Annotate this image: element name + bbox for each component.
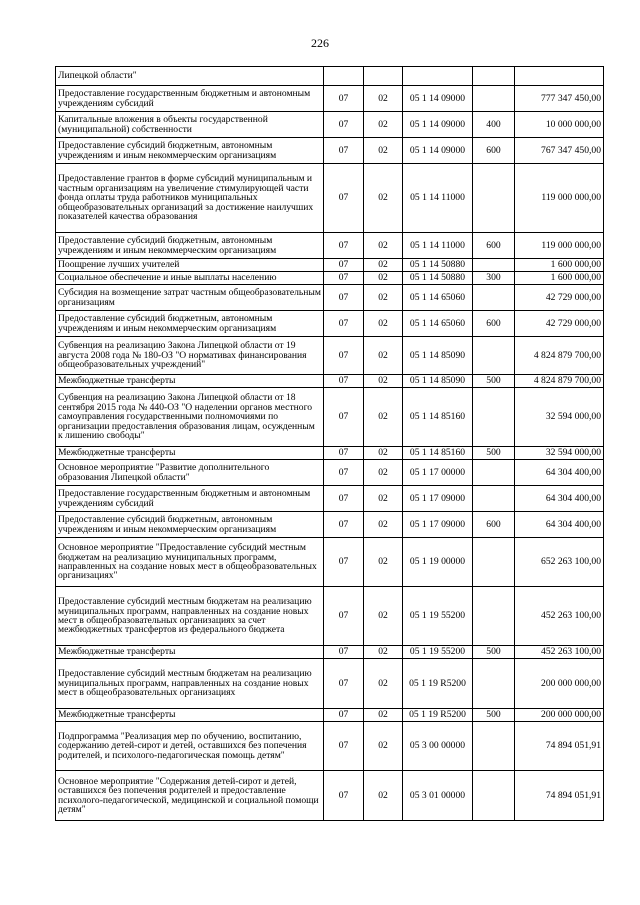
cell-expense-type bbox=[473, 771, 515, 821]
cell-target-code: 05 1 14 65060 bbox=[403, 311, 473, 337]
cell-section bbox=[324, 67, 364, 86]
cell-name: Поощрение лучших учителей bbox=[56, 259, 324, 272]
cell-subsection: 02 bbox=[364, 272, 403, 285]
cell-expense-type: 500 bbox=[473, 375, 515, 388]
cell-section: 07 bbox=[324, 86, 364, 112]
table-row bbox=[56, 771, 604, 821]
cell-amount bbox=[515, 67, 604, 86]
cell-target-code: 05 1 19 R5200 bbox=[403, 709, 473, 722]
cell-amount: 74 894 051,91 bbox=[515, 771, 604, 821]
cell-section: 07 bbox=[324, 460, 364, 486]
cell-target-code: 05 1 17 09000 bbox=[403, 512, 473, 538]
table-row bbox=[56, 388, 604, 447]
cell-expense-type bbox=[473, 538, 515, 587]
cell-target-code: 05 1 14 50880 bbox=[403, 272, 473, 285]
cell-target-code: 05 1 14 09000 bbox=[403, 138, 473, 164]
cell-target-code: 05 1 14 11000 bbox=[403, 164, 473, 233]
cell-section: 07 bbox=[324, 285, 364, 311]
cell-section: 07 bbox=[324, 447, 364, 460]
cell-amount: 32 594 000,00 bbox=[515, 447, 604, 460]
cell-section: 07 bbox=[324, 259, 364, 272]
cell-expense-type bbox=[473, 486, 515, 512]
cell-expense-type bbox=[473, 86, 515, 112]
cell-section: 07 bbox=[324, 233, 364, 259]
cell-expense-type bbox=[473, 460, 515, 486]
cell-name: Подпрограмма "Реализация мер по обучению, воспитанию, содержанию детей-сирот и детей, оставшихся без попечения родителей, и психолого-педагогическая помощь детям" bbox=[56, 722, 324, 771]
cell-section: 07 bbox=[324, 138, 364, 164]
cell-name: Межбюджетные трансферты bbox=[56, 447, 324, 460]
cell-name: Межбюджетные трансферты bbox=[56, 375, 324, 388]
cell-subsection: 02 bbox=[364, 709, 403, 722]
cell-expense-type bbox=[473, 388, 515, 447]
cell-amount: 64 304 400,00 bbox=[515, 486, 604, 512]
cell-target-code: 05 1 19 00000 bbox=[403, 538, 473, 587]
cell-name: Основное мероприятие "Содержания детей-сирот и детей, оставшихся без попечения родителей и предоставление психолого-педагогической, медицинской и социальной помощи детям" bbox=[56, 771, 324, 821]
cell-expense-type: 500 bbox=[473, 646, 515, 659]
cell-name: Предоставление субсидий местным бюджетам на реализацию муниципальных программ, направленных на создание новых мест в общеобразовательных организациях за счет межбюджетных трансфертов из федерального бюджета bbox=[56, 587, 324, 646]
cell-name: Предоставление государственным бюджетным и автономным учреждениям субсидий bbox=[56, 86, 324, 112]
cell-name: Предоставление грантов в форме субсидий муниципальным и частным организациям на увеличение стимулирующей части фонда оплаты труда работников муниципальных общеобразовательных организаций за достижение наилучших показателей качества образования bbox=[56, 164, 324, 233]
cell-name: Предоставление субсидий бюджетным, автономным учреждениям и иным некоммерческим организациям bbox=[56, 138, 324, 164]
cell-subsection: 02 bbox=[364, 587, 403, 646]
cell-subsection: 02 bbox=[364, 771, 403, 821]
cell-amount: 32 594 000,00 bbox=[515, 388, 604, 447]
cell-subsection: 02 bbox=[364, 512, 403, 538]
table-row bbox=[56, 512, 604, 538]
cell-name: Предоставление субсидий бюджетным, автономным учреждениям и иным некоммерческим организациям bbox=[56, 233, 324, 259]
cell-subsection: 02 bbox=[364, 285, 403, 311]
table-row bbox=[56, 311, 604, 337]
table-row bbox=[56, 138, 604, 164]
cell-expense-type: 600 bbox=[473, 512, 515, 538]
cell-subsection bbox=[364, 67, 403, 86]
cell-subsection: 02 bbox=[364, 112, 403, 138]
table-row bbox=[56, 375, 604, 388]
cell-section: 07 bbox=[324, 164, 364, 233]
table-row bbox=[56, 722, 604, 771]
cell-name: Основное мероприятие "Предоставление субсидий местным бюджетам на реализацию муниципальных программ, направленных на создание новых мест в общеобразовательных организациях" bbox=[56, 538, 324, 587]
cell-section: 07 bbox=[324, 538, 364, 587]
cell-expense-type: 600 bbox=[473, 138, 515, 164]
cell-amount: 767 347 450,00 bbox=[515, 138, 604, 164]
cell-name: Предоставление субсидий бюджетным, автономным учреждениям и иным некоммерческим организациям bbox=[56, 311, 324, 337]
cell-subsection: 02 bbox=[364, 646, 403, 659]
cell-section: 07 bbox=[324, 587, 364, 646]
cell-amount: 64 304 400,00 bbox=[515, 460, 604, 486]
cell-expense-type bbox=[473, 285, 515, 311]
cell-target-code: 05 3 01 00000 bbox=[403, 771, 473, 821]
cell-amount: 4 824 879 700,00 bbox=[515, 375, 604, 388]
cell-name: Капитальные вложения в объекты государственной (муниципальной) собственности bbox=[56, 112, 324, 138]
cell-subsection: 02 bbox=[364, 659, 403, 709]
budget-table bbox=[55, 66, 604, 821]
cell-amount: 119 000 000,00 bbox=[515, 233, 604, 259]
cell-amount: 777 347 450,00 bbox=[515, 86, 604, 112]
cell-amount: 652 263 100,00 bbox=[515, 538, 604, 587]
cell-amount: 10 000 000,00 bbox=[515, 112, 604, 138]
table-row bbox=[56, 285, 604, 311]
cell-subsection: 02 bbox=[364, 722, 403, 771]
table-row bbox=[56, 447, 604, 460]
cell-subsection: 02 bbox=[364, 460, 403, 486]
budget-table-body bbox=[56, 67, 604, 821]
cell-section: 07 bbox=[324, 659, 364, 709]
page-number: 226 bbox=[311, 36, 329, 50]
cell-target-code: 05 1 14 85160 bbox=[403, 447, 473, 460]
cell-target-code: 05 1 14 11000 bbox=[403, 233, 473, 259]
cell-subsection: 02 bbox=[364, 388, 403, 447]
cell-amount: 1 600 000,00 bbox=[515, 259, 604, 272]
cell-subsection: 02 bbox=[364, 164, 403, 233]
cell-subsection: 02 bbox=[364, 233, 403, 259]
cell-expense-type bbox=[473, 587, 515, 646]
cell-expense-type: 600 bbox=[473, 233, 515, 259]
cell-subsection: 02 bbox=[364, 138, 403, 164]
cell-section: 07 bbox=[324, 112, 364, 138]
table-row bbox=[56, 646, 604, 659]
cell-subsection: 02 bbox=[364, 447, 403, 460]
cell-target-code: 05 1 19 R5200 bbox=[403, 659, 473, 709]
cell-amount: 200 000 000,00 bbox=[515, 659, 604, 709]
cell-amount: 42 729 000,00 bbox=[515, 285, 604, 311]
cell-target-code: 05 1 17 09000 bbox=[403, 486, 473, 512]
cell-expense-type bbox=[473, 164, 515, 233]
cell-expense-type bbox=[473, 259, 515, 272]
cell-name: Липецкой области" bbox=[56, 67, 324, 86]
cell-expense-type bbox=[473, 67, 515, 86]
table-row bbox=[56, 486, 604, 512]
cell-target-code: 05 1 14 65060 bbox=[403, 285, 473, 311]
table-row bbox=[56, 587, 604, 646]
cell-section: 07 bbox=[324, 646, 364, 659]
cell-target-code: 05 1 14 09000 bbox=[403, 112, 473, 138]
cell-subsection: 02 bbox=[364, 86, 403, 112]
table-row bbox=[56, 259, 604, 272]
cell-name: Предоставление государственным бюджетным и автономным учреждениям субсидий bbox=[56, 486, 324, 512]
cell-name: Межбюджетные трансферты bbox=[56, 646, 324, 659]
cell-subsection: 02 bbox=[364, 311, 403, 337]
table-row bbox=[56, 233, 604, 259]
cell-amount: 119 000 000,00 bbox=[515, 164, 604, 233]
cell-target-code: 05 3 00 00000 bbox=[403, 722, 473, 771]
cell-name: Субсидия на возмещение затрат частным общеобразовательным организациям bbox=[56, 285, 324, 311]
cell-expense-type bbox=[473, 722, 515, 771]
cell-name: Предоставление субсидий бюджетным, автономным учреждениям и иным некоммерческим организациям bbox=[56, 512, 324, 538]
table-row bbox=[56, 538, 604, 587]
cell-amount: 4 824 879 700,00 bbox=[515, 337, 604, 375]
cell-section: 07 bbox=[324, 337, 364, 375]
cell-subsection: 02 bbox=[364, 486, 403, 512]
cell-section: 07 bbox=[324, 722, 364, 771]
table-row bbox=[56, 709, 604, 722]
cell-section: 07 bbox=[324, 771, 364, 821]
cell-target-code: 05 1 14 85090 bbox=[403, 337, 473, 375]
table-row bbox=[56, 112, 604, 138]
table-row bbox=[56, 164, 604, 233]
table-row bbox=[56, 86, 604, 112]
cell-expense-type bbox=[473, 659, 515, 709]
cell-subsection: 02 bbox=[364, 259, 403, 272]
cell-section: 07 bbox=[324, 388, 364, 447]
table-row bbox=[56, 460, 604, 486]
cell-expense-type bbox=[473, 337, 515, 375]
cell-target-code: 05 1 19 55200 bbox=[403, 646, 473, 659]
cell-expense-type: 400 bbox=[473, 112, 515, 138]
cell-name: Социальное обеспечение и иные выплаты населению bbox=[56, 272, 324, 285]
cell-section: 07 bbox=[324, 709, 364, 722]
cell-name: Основное мероприятие "Развитие дополнительного образования Липецкой области" bbox=[56, 460, 324, 486]
cell-amount: 452 263 100,00 bbox=[515, 587, 604, 646]
cell-name: Субвенция на реализацию Закона Липецкой области от 19 августа 2008 года № 180-ОЗ "О нормативах финансирования общеобразовательных учреждений" bbox=[56, 337, 324, 375]
cell-target-code: 05 1 19 55200 bbox=[403, 587, 473, 646]
cell-target-code: 05 1 17 00000 bbox=[403, 460, 473, 486]
table-row bbox=[56, 272, 604, 285]
cell-name: Предоставление субсидий местным бюджетам на реализацию муниципальных программ, направленных на создание новых мест в общеобразовательных организациях bbox=[56, 659, 324, 709]
cell-target-code: 05 1 14 50880 bbox=[403, 259, 473, 272]
cell-name: Субвенция на реализацию Закона Липецкой области от 18 сентября 2015 года № 440-ОЗ "О наделении органов местного самоуправления государственными полномочиями по организации предоставления образования лицам, осужденным к лишению свободы" bbox=[56, 388, 324, 447]
table-row bbox=[56, 67, 604, 86]
table-row bbox=[56, 659, 604, 709]
cell-section: 07 bbox=[324, 272, 364, 285]
cell-expense-type: 600 bbox=[473, 311, 515, 337]
cell-amount: 452 263 100,00 bbox=[515, 646, 604, 659]
cell-expense-type: 500 bbox=[473, 709, 515, 722]
cell-section: 07 bbox=[324, 375, 364, 388]
cell-expense-type: 300 bbox=[473, 272, 515, 285]
cell-target-code: 05 1 14 85160 bbox=[403, 388, 473, 447]
cell-amount: 1 600 000,00 bbox=[515, 272, 604, 285]
cell-subsection: 02 bbox=[364, 538, 403, 587]
cell-expense-type: 500 bbox=[473, 447, 515, 460]
cell-section: 07 bbox=[324, 512, 364, 538]
cell-subsection: 02 bbox=[364, 337, 403, 375]
cell-name: Межбюджетные трансферты bbox=[56, 709, 324, 722]
cell-section: 07 bbox=[324, 486, 364, 512]
cell-subsection: 02 bbox=[364, 375, 403, 388]
cell-target-code bbox=[403, 67, 473, 86]
cell-section: 07 bbox=[324, 311, 364, 337]
cell-amount: 74 894 051,91 bbox=[515, 722, 604, 771]
table-row bbox=[56, 337, 604, 375]
cell-amount: 42 729 000,00 bbox=[515, 311, 604, 337]
cell-amount: 64 304 400,00 bbox=[515, 512, 604, 538]
cell-amount: 200 000 000,00 bbox=[515, 709, 604, 722]
cell-target-code: 05 1 14 09000 bbox=[403, 86, 473, 112]
cell-target-code: 05 1 14 85090 bbox=[403, 375, 473, 388]
